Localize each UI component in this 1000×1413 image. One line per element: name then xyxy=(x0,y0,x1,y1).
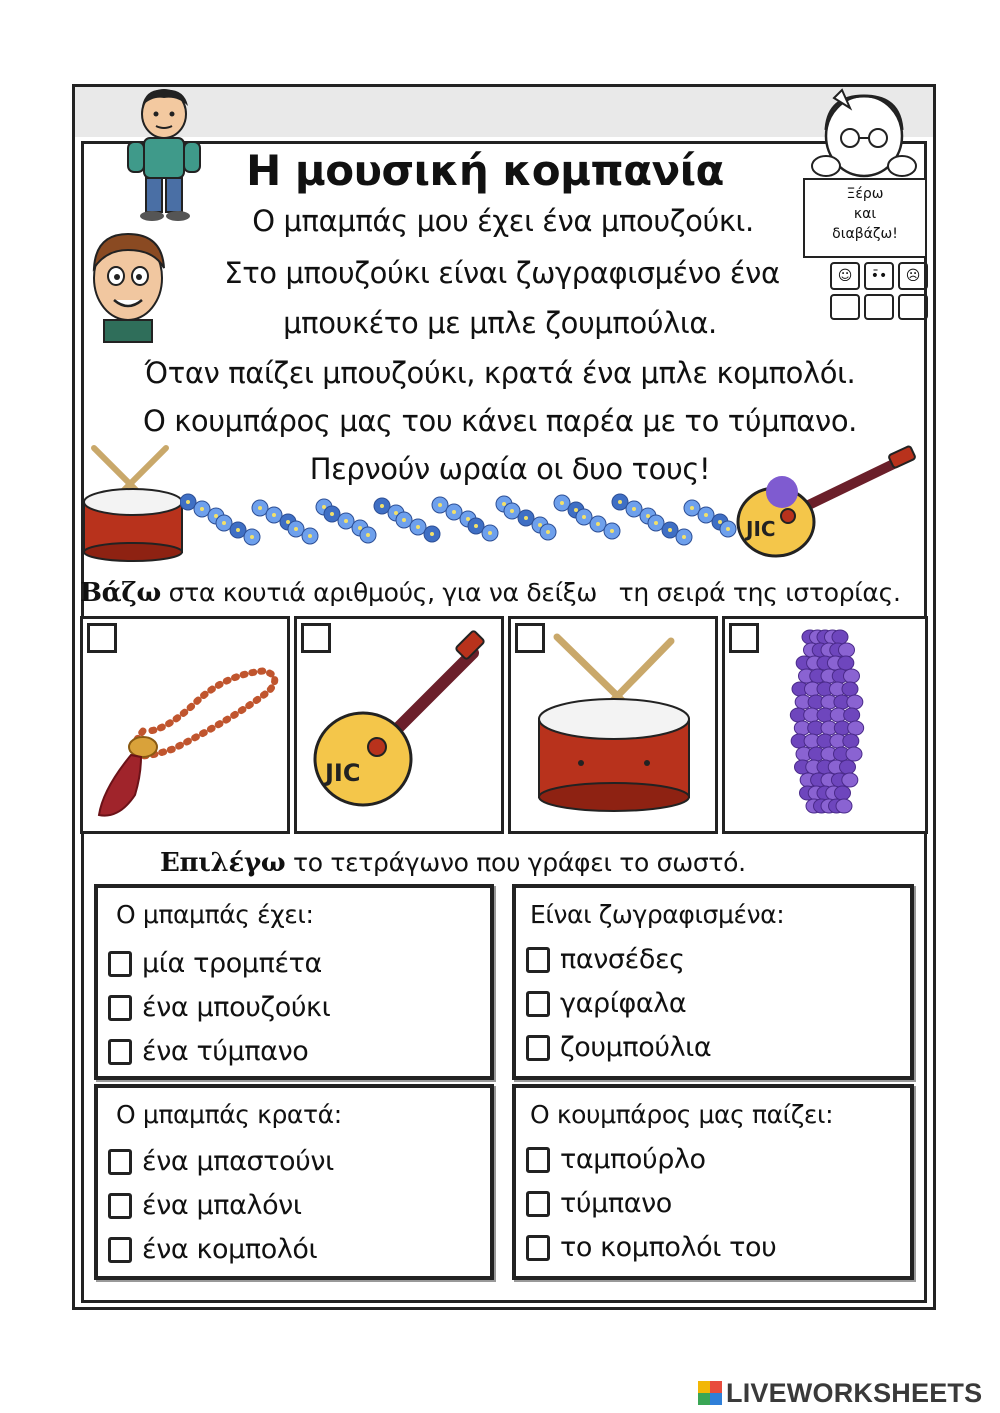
question-title: Είναι ζωγραφισμένα: xyxy=(530,900,785,929)
boy-icon xyxy=(118,86,210,222)
svg-text:JIC: JIC xyxy=(325,759,361,787)
neutral-face-icon: •̄• xyxy=(864,262,894,290)
assessment-box[interactable] xyxy=(898,294,928,320)
badge-line: διαβάζω! xyxy=(832,226,898,242)
quiz-question-box xyxy=(94,1084,494,1280)
smile-face-icon: ☺ xyxy=(830,262,860,290)
question-title: Ο μπαμπάς έχει: xyxy=(116,900,314,929)
instruction-lead: Βάζω xyxy=(80,578,161,608)
answer-checkbox[interactable] xyxy=(526,1035,550,1061)
answer-label: ένα κομπολόι xyxy=(142,1234,318,1265)
ordering-pictures xyxy=(80,616,928,838)
quiz-question-box xyxy=(512,1084,914,1280)
story-line: Ο μπαμπάς μου έχει ένα μπουζούκι. xyxy=(252,204,754,238)
answer-checkbox[interactable] xyxy=(526,1235,550,1261)
answer-option[interactable] xyxy=(108,948,322,979)
assessment-box[interactable] xyxy=(864,294,894,320)
answer-label: ένα μπαστούνι xyxy=(142,1146,334,1177)
answer-label: το κομπολόι του xyxy=(560,1232,777,1263)
answer-label: ένα μπαλόνι xyxy=(142,1190,302,1221)
reading-badge xyxy=(803,178,927,258)
ordering-instruction xyxy=(80,578,901,608)
svg-text:JIC: JIC xyxy=(746,517,776,541)
picture-card-hyacinth xyxy=(722,616,928,834)
answer-checkbox[interactable] xyxy=(108,1149,132,1175)
liveworksheets-logo[interactable] xyxy=(698,1377,982,1409)
instruction-lead: Επιλέγω xyxy=(160,848,286,878)
drum-icon xyxy=(80,444,186,562)
answer-option[interactable] xyxy=(108,992,330,1023)
story-line: Ο κουμπάρος μας του κάνει παρέα με το τύμπανο. xyxy=(143,404,857,438)
question-title: Ο μπαμπάς κρατά: xyxy=(116,1100,342,1129)
picture-card-bouzouki xyxy=(294,616,504,834)
answer-checkbox[interactable] xyxy=(526,947,550,973)
order-number-box[interactable] xyxy=(729,623,759,653)
instruction-text: το τετράγωνο που γράφει το σωστό. xyxy=(292,848,746,877)
instruction-text: τη σειρά της ιστορίας. xyxy=(618,578,901,607)
answer-label: ένα μπουζούκι xyxy=(142,992,331,1023)
answer-label: ζουμπούλια xyxy=(560,1032,712,1063)
girl-reader-icon xyxy=(804,86,924,182)
answer-label: πανσέδες xyxy=(560,944,685,975)
order-number-box[interactable] xyxy=(301,623,331,653)
answer-label: γαρίφαλα xyxy=(560,988,687,1019)
answer-option[interactable] xyxy=(108,1146,334,1177)
answer-option[interactable] xyxy=(526,1232,776,1263)
worksheet-title: Η μουσική κομπανία xyxy=(246,146,724,195)
assessment-box[interactable] xyxy=(830,294,860,320)
answer-checkbox[interactable] xyxy=(108,1193,132,1219)
story-line: Στο μπουζούκι είναι ζωγραφισμένο ένα xyxy=(224,256,780,290)
answer-label: ένα τύμπανο xyxy=(142,1036,309,1067)
answer-checkbox[interactable] xyxy=(108,995,132,1021)
answer-checkbox[interactable] xyxy=(526,1191,550,1217)
logo-text: LIVEWORKSHEETS xyxy=(726,1377,983,1408)
logo-icon xyxy=(698,1381,722,1405)
answer-option[interactable] xyxy=(108,1190,302,1221)
order-number-box[interactable] xyxy=(515,623,545,653)
answer-checkbox[interactable] xyxy=(108,951,132,977)
instruction-text: στα κουτιά αριθμούς, για να δείξω xyxy=(168,578,598,607)
answer-label: ταμπούρλο xyxy=(560,1144,706,1175)
dad-face-icon xyxy=(80,228,172,344)
answer-checkbox[interactable] xyxy=(108,1237,132,1263)
flower-garland-icon xyxy=(180,486,740,552)
answer-option[interactable] xyxy=(108,1036,308,1067)
answer-option[interactable] xyxy=(526,1144,706,1175)
story-line: Όταν παίζει μπουζούκι, κρατά ένα μπλε κομπολόι. xyxy=(144,356,856,390)
answer-checkbox[interactable] xyxy=(108,1039,132,1065)
answer-label: μία τρομπέτα xyxy=(142,948,322,979)
answer-option[interactable] xyxy=(526,1032,711,1063)
question-title: Ο κουμπάρος μας παίζει: xyxy=(530,1100,834,1129)
badge-line: Ξέρω xyxy=(846,186,884,202)
answer-checkbox[interactable] xyxy=(526,1147,550,1173)
story-line: Περνούν ωραία οι δυο τους! xyxy=(309,452,711,486)
answer-option[interactable] xyxy=(526,1188,672,1219)
sad-face-icon: ☹ xyxy=(898,262,928,290)
answer-option[interactable] xyxy=(526,988,686,1019)
picture-card-drum xyxy=(508,616,718,834)
answer-checkbox[interactable] xyxy=(526,991,550,1017)
quiz-question-box xyxy=(512,884,914,1080)
answer-option[interactable] xyxy=(108,1234,317,1265)
story-line: μπουκέτο με μπλε ζουμπούλια. xyxy=(283,306,717,340)
answer-option[interactable] xyxy=(526,944,685,975)
badge-line: και xyxy=(853,206,877,222)
answer-label: τύμπανο xyxy=(560,1188,672,1219)
quiz-question-box xyxy=(94,884,494,1080)
self-assessment xyxy=(830,262,926,322)
quiz-instruction xyxy=(160,848,746,878)
order-number-box[interactable] xyxy=(87,623,117,653)
picture-card-komboloi xyxy=(80,616,290,834)
bouzouki-icon xyxy=(730,444,920,564)
